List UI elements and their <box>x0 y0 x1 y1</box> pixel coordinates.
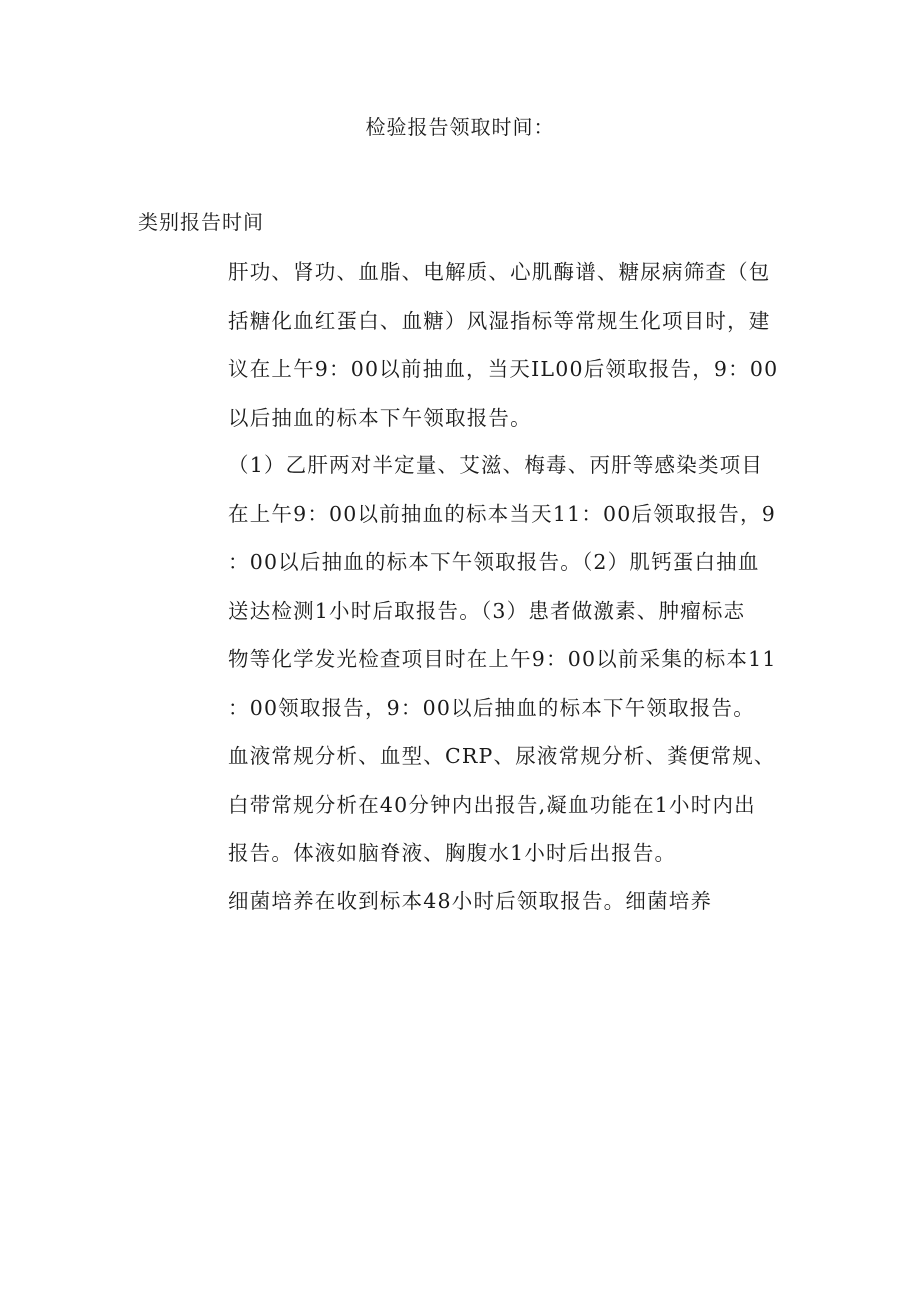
paragraph-line: 送达检测1小时后取报告。（3）患者做激素、肿瘤标志 <box>228 598 746 623</box>
paragraph-line: 血液常规分析、血型、CRP、尿液常规分析、粪便常规、 <box>228 744 776 768</box>
paragraph-line: 细菌培养在收到标本48小时后领取报告。细菌培养 <box>228 889 713 913</box>
paragraph-line: 议在上午9：00以前抽血，当天IL00后领取报告，9：00 <box>228 357 779 381</box>
paragraph-bacterial-culture <box>228 877 813 926</box>
paragraph-line: 括糖化血红蛋白、血糖）风湿指标等常规生化项目时，建 <box>228 308 771 333</box>
document-title: 检验报告领取时间： <box>365 115 555 139</box>
paragraph-line: 以后抽血的标本下午领取报告。 <box>228 405 532 430</box>
paragraph-line: 物等化学发光检查项目时在上午9：00以前采集的标本11 <box>228 647 777 671</box>
paragraph-line: ：00领取报告，9：00以后抽血的标本下午领取报告。 <box>228 695 755 720</box>
paragraph-line: （1）乙肝两对半定量、艾滋、梅毒、丙肝等感染类项目 <box>228 453 764 477</box>
paragraph-biochemistry <box>228 248 813 442</box>
paragraph-line: 报告。体液如脑脊液、胸腹水1小时后出报告。 <box>228 841 677 865</box>
paragraph-line: 肝功、肾功、血脂、电解质、心肌酶谱、糖尿病筛查（包 <box>228 260 771 284</box>
category-heading: 类别报告时间 <box>138 210 264 234</box>
paragraph-line: ：00以后抽血的标本下午领取报告。（2）肌钙蛋白抽血 <box>228 550 760 574</box>
paragraph-routine-tests <box>228 732 813 878</box>
paragraph-immunology <box>228 441 813 732</box>
paragraph-line: 在上午9：00以前抽血的标本当天11：00后领取报告，9 <box>228 501 776 526</box>
paragraph-line: 白带常规分析在40分钟内出报告,凝血功能在1小时内出 <box>228 792 756 817</box>
